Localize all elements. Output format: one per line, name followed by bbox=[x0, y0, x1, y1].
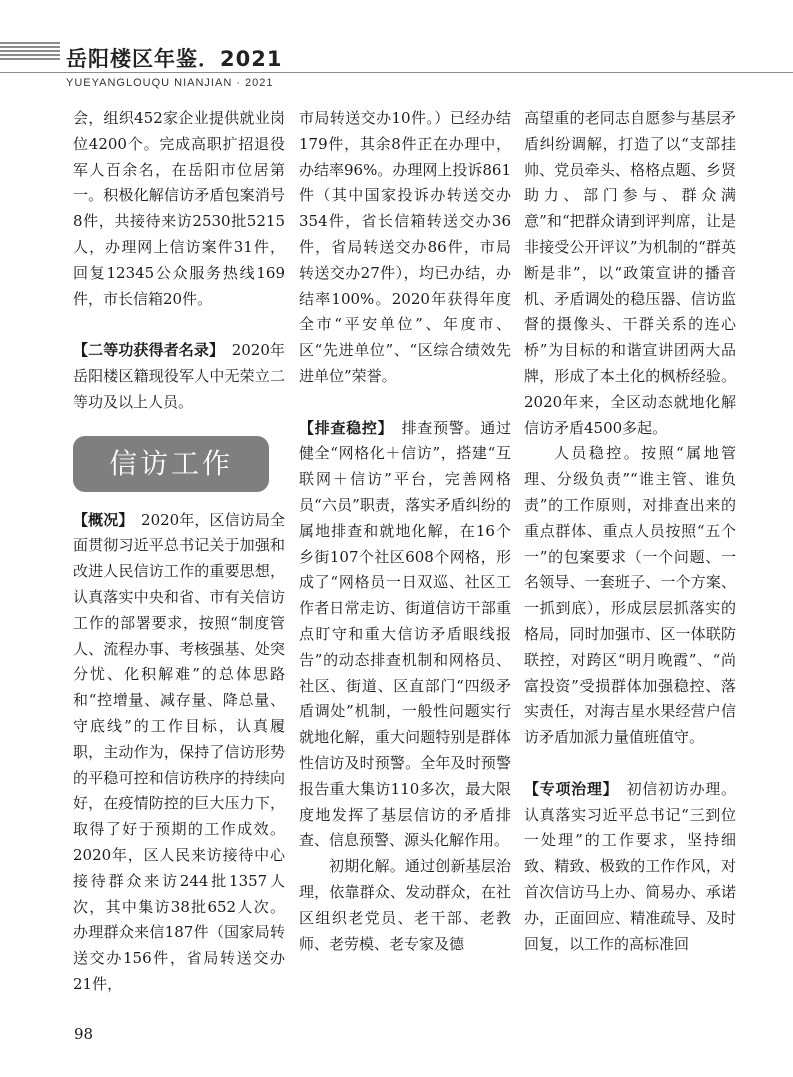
entry-tag: 【排查稳控】 bbox=[299, 418, 386, 437]
entry-tag: 【专项治理】 bbox=[524, 779, 611, 798]
paragraph: 市局转送交办10件。）已经办结179件，其余8件正在办理中，办结率96%。办理网上投诉861件（其中国家投诉办转送交办354件，省长信箱转送交办36件，省局转送交办86件，市局转送交办27件），均已办结，办结率100%。2020年获得年度全市“平安单位”、年度市、区“先进单位”、“区综合绩效先进单位”荣誉。 bbox=[299, 109, 511, 385]
page-number: 98 bbox=[74, 1025, 94, 1043]
header-decoration-lines bbox=[0, 42, 60, 62]
paragraph bbox=[73, 508, 285, 998]
paragraph: 人员稳控。按照“属地管理、分级负责”“谁主管、谁负责”的工作原则，对排查出来的重点群体、重点人员按照“五个一”的包案要求（一个问题、一名领导、一套班子、一个方案、一抓到底），形成层层抓落实的格局，同时加强市、区一体联防联控，对跨区“明月晚霞”、“尚富投资”受损群体加强稳控、落实责任，对海吉星水果经营户信访矛盾加派力量值班值守。 bbox=[524, 444, 736, 747]
text-column-2 bbox=[299, 106, 511, 957]
paragraph: 高望重的老同志自愿参与基层矛盾纠纷调解，打造了以“支部挂帅、党员牵头、格格点题、乡贤助力、部门参与、群众满意”和“把群众请到评判席，让是非接受公开评议”为机制的“群英断是非”，以“政策宣讲的播音机、矛盾调处的稳压器、信访监督的摄像头、干群关系的连心桥”为目标的和谐宣讲团两大品牌，形成了本土化的枫桥经验。2020年来，全区动态就地化解信访矛盾4500多起。 bbox=[524, 109, 736, 437]
entry-tag: 【二等功获得者名录】 bbox=[73, 341, 217, 360]
paragraph: 会，组织452家企业提供就业岗位4200个。完成高职扩招退役军人百余名，在岳阳市位居第一。积极化解信访矛盾包案消号8件，共接待来访2530批5215人，办理网上信访案件31件，回复12345公众服务热线169件，市长信箱20件。 bbox=[73, 109, 285, 308]
section-title: 信访工作 bbox=[73, 436, 269, 492]
header-rule bbox=[0, 72, 793, 73]
text-column-3 bbox=[524, 106, 736, 957]
paragraph bbox=[299, 416, 511, 855]
entry-text: 排查预警。通过健全“网格化＋信访”，搭建“互联网＋信访”平台，完善网格员“六员”职责，落实矛盾纠纷的属地排查和就地化解，在16个乡街107个社区608个网格，形成了“网格员一日双巡、社区工作者日常走访、街道信访干部重点盯守和重大信访矛盾眼线报告”的动态排查机制和网格员、社区、街道、区直部门“四级矛盾调处”机制，一般性问题实行就地化解，重大问题特别是群体性信访及时预警。全年及时预警报告重大集访110多次，最大限度地发挥了基层信访的矛盾排查、信息预警、源头化解作用。 bbox=[299, 418, 511, 850]
running-header-subtitle: YUEYANGLOUQU NIANJIAN · 2021 bbox=[66, 77, 274, 89]
entry-tag: 【概况】 bbox=[73, 510, 126, 529]
entry-text: 2020年岳阳楼区籍现役军人中无荣立二等功及以上人员。 bbox=[73, 341, 285, 411]
paragraph: 初期化解。通过创新基层治理，依靠群众、发动群众，在社区组织老党员、老干部、老教师、老劳模、老专家及德 bbox=[299, 857, 511, 953]
paragraph bbox=[524, 777, 736, 958]
text-column-1 bbox=[73, 106, 285, 998]
paragraph bbox=[73, 338, 285, 415]
running-header-title: 岳阳楼区年鉴．2021 bbox=[66, 47, 283, 71]
entry-text: 2020年，区信访局全面贯彻习近平总书记关于加强和改进人民信访工作的重要思想，认真落实中央和省、市有关信访工作的部署要求，按照“制度管人、流程办事、考核强基、处突分忧、化积解难”的总体思路和“控增量、减存量、降总量、守底线”的工作目标，认真履职，主动作为，保持了信访形势的平稳可控和信访秩序的持续向好，在疫情防控的巨大压力下，取得了好于预期的工作成效。2020年，区人民来访接待中心接待群众来访244批1357人次，其中集访38批652人次。办理群众来信187件（国家局转送交办156件，省局转送交办21件， bbox=[73, 510, 285, 993]
entry-text: 初信初访办理。认真落实习近平总书记“三到位一处理”的工作要求，坚持细致、精致、极致的工作作风，对首次信访马上办、简易办、承诺办，正面回应、精准疏导、及时回复，以工作的高标准回 bbox=[524, 779, 736, 953]
